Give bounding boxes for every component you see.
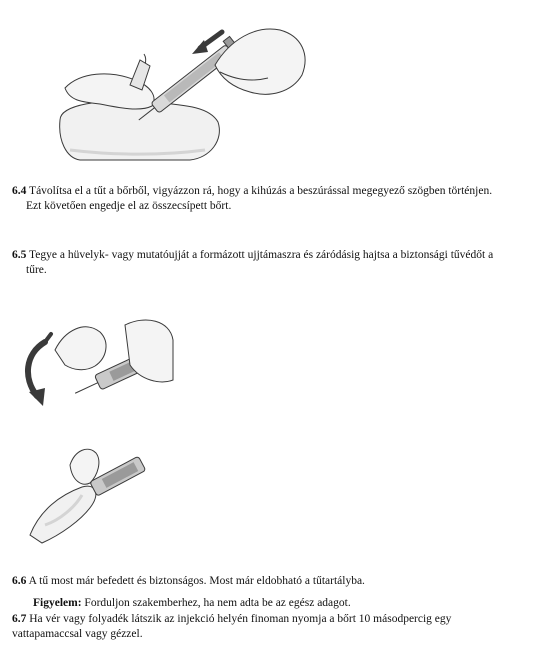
warning-label: Figyelem: <box>33 597 82 609</box>
step-text: Távolítsa el a tűt a bőrből, vigyázzon rá, hogy a kihúzás a beszúrással megegyező szögben történjen. <box>29 185 493 197</box>
step-number: 6.5 <box>12 249 27 261</box>
step-number: 6.4 <box>12 185 27 197</box>
step-number: 6.7 <box>12 613 27 625</box>
step-6-7 <box>12 612 530 642</box>
step-6-5 <box>12 248 530 278</box>
figure-needle-removal <box>40 10 330 170</box>
step-text: Ha vér vagy folyadék látszik az injekció helyén finoman nyomja a bőrt 10 másodpercig egy <box>29 613 452 625</box>
step-6-6 <box>12 574 530 589</box>
warning-text: Forduljon szakemberhez, ha nem adta be az egész adagot. <box>84 597 351 609</box>
step-text-cont: vattapamaccsal vagy gézzel. <box>12 628 143 640</box>
step-text-cont: tűre. <box>26 264 47 276</box>
step-text-cont: Ezt követően engedje el az összecsípett bőrt. <box>26 200 232 212</box>
step-text: Tegye a hüvelyk- vagy mutatóujját a formázott ujjtámaszra és záródásig hajtsa a biztonsági tűvédőt a <box>29 249 494 261</box>
step-number: 6.6 <box>12 575 27 587</box>
warning-note <box>33 596 523 611</box>
figure-shield-activation <box>15 310 175 415</box>
figure-shield-locked <box>20 425 150 545</box>
step-6-4 <box>12 184 530 214</box>
step-text: A tű most már befedett és biztonságos. Most már eldobható a tűtartályba. <box>28 575 365 587</box>
